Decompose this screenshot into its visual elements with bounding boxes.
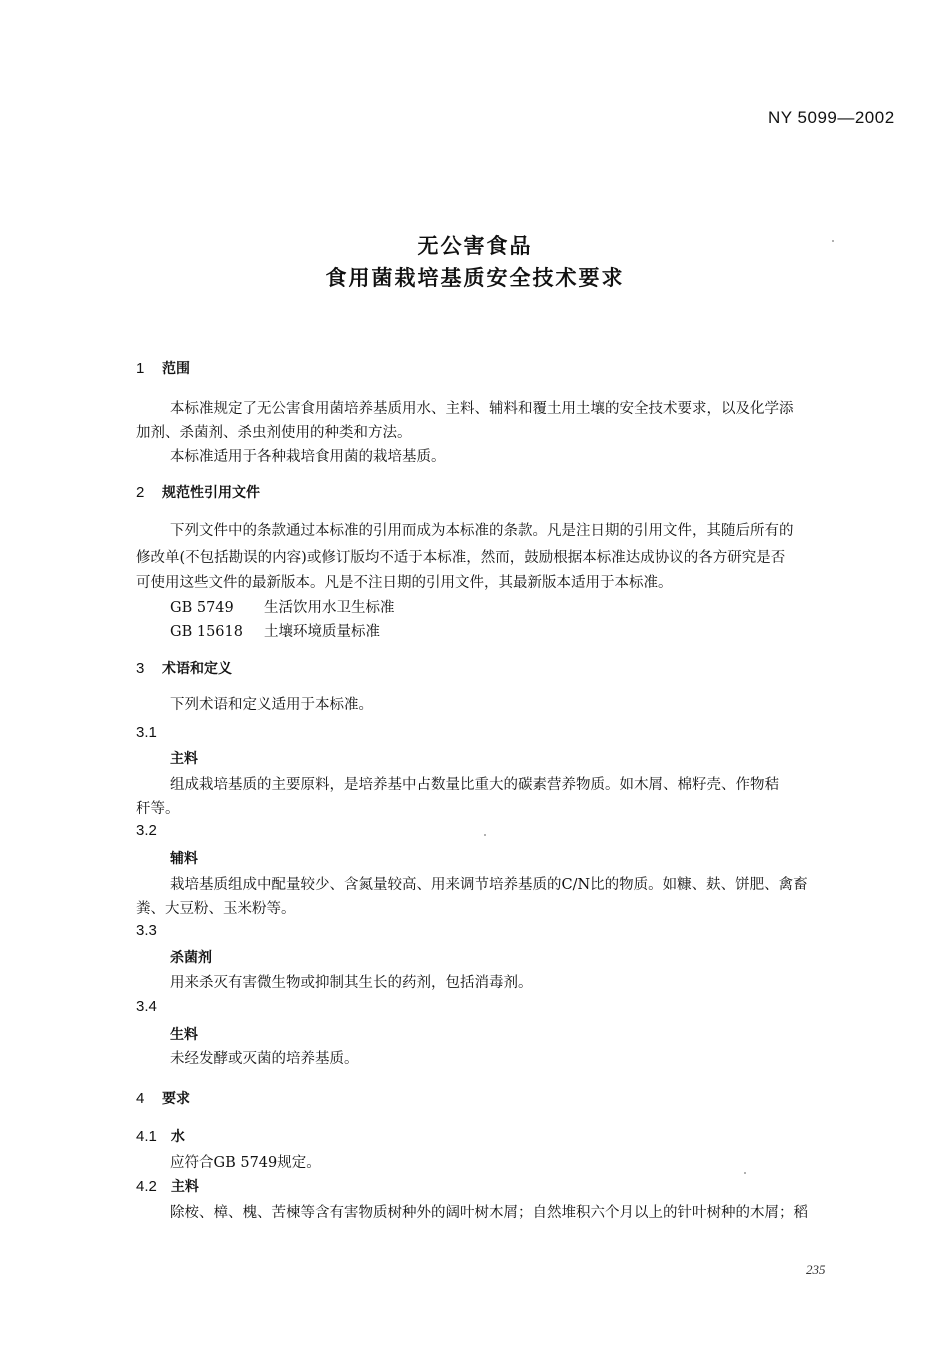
term-number: 3.4 [136,998,157,1015]
s1-paragraph1-line2: 加剂、杀菌剂、杀虫剂使用的种类和方法。 [136,425,412,441]
scan-speck [484,834,486,836]
term-definition-line2: 粪、大豆粉、玉米粉等。 [136,901,296,917]
scan-speck [744,1172,746,1174]
section-number: 3 [136,660,145,677]
term-name: 生料 [170,1027,198,1043]
term-name: 辅料 [170,851,198,867]
subsection-4-1-heading [136,1126,185,1146]
section-title: 规范性引用文件 [162,485,260,501]
reference-name: 生活饮用水卫生标准 [264,600,395,616]
term-definition-line2: 秆等。 [136,801,180,817]
subsection-4-1-text: 应符合GB 5749规定。 [170,1155,321,1171]
s3-intro: 下列术语和定义适用于本标准。 [170,697,373,713]
term-definition-line1: 组成栽培基质的主要原料，是培养基中占数量比重大的碳素营养物质。如木屑、棉籽壳、作物秸 [170,777,779,793]
s1-paragraph1-line1: 本标准规定了无公害食用菌培养基质用水、主料、辅料和覆土用土壤的安全技术要求，以及化学添 [170,401,794,417]
reference-code: GB 5749 [170,600,234,616]
section-number: 1 [136,360,145,377]
section-3-heading [136,658,232,678]
section-title: 术语和定义 [162,661,232,677]
section-number: 2 [136,484,145,501]
section-title: 范围 [162,361,190,377]
term-definition-line1: 栽培基质组成中配量较少、含氮量较高、用来调节培养基质的C/N比的物质。如糠、麸、饼肥、禽畜 [170,877,808,893]
term-number: 3.3 [136,922,157,939]
document-title-line1: 无公害食品 [417,234,533,258]
term-number: 3.2 [136,822,157,839]
s2-paragraph-line1: 下列文件中的条款通过本标准的引用而成为本标准的条款。凡是注日期的引用文件，其随后所有的 [170,523,794,539]
s2-paragraph-line3: 可使用这些文件的最新版本。凡是不注日期的引用文件，其最新版本适用于本标准。 [136,575,673,591]
scan-speck [832,240,834,242]
reference-item [170,619,380,646]
page-number: 235 [806,1262,826,1277]
reference-name: 土壤环境质量标准 [264,624,380,640]
term-definition-line1: 未经发酵或灭菌的培养基质。 [170,1051,359,1067]
document-title-line2: 食用菌栽培基质安全技术要求 [325,266,625,290]
subsection-title: 主料 [170,1179,199,1195]
section-2-heading [136,482,260,502]
section-1-heading [136,358,190,378]
subsection-number: 4.2 [136,1178,157,1195]
s2-paragraph-line2: 修改单(不包括勘误的内容)或修订版均不适于本标准，然而，鼓励根据本标准达成协议的各方研究是否 [136,550,786,566]
subsection-number: 4.1 [136,1128,157,1145]
section-number: 4 [136,1090,145,1107]
subsection-title: 水 [170,1129,185,1145]
term-name: 主料 [170,751,198,767]
section-4-heading [136,1088,190,1108]
term-name: 杀菌剂 [170,950,212,966]
term-number: 3.1 [136,724,157,741]
reference-code: GB 15618 [170,624,243,640]
reference-item [170,595,395,622]
subsection-4-2-text: 除桉、樟、槐、苦楝等含有害物质树种外的阔叶树木屑；自然堆积六个月以上的针叶树种的木屑；稻 [170,1205,808,1221]
s1-paragraph2: 本标准适用于各种栽培食用菌的栽培基质。 [170,449,446,465]
section-title: 要求 [162,1091,190,1107]
term-definition-line1: 用来杀灭有害微生物或抑制其生长的药剂，包括消毒剂。 [170,975,533,991]
subsection-4-2-heading [136,1176,199,1196]
standard-number: NY 5099—2002 [768,108,895,127]
